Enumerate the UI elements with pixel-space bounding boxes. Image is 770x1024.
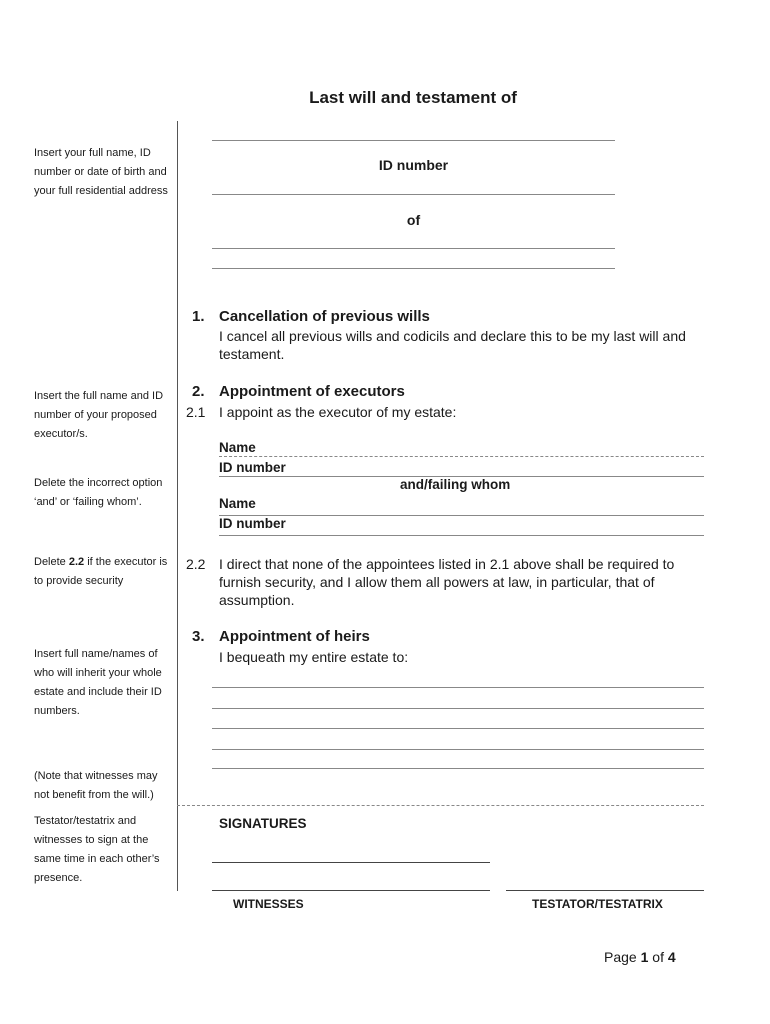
id-fill-line[interactable]: [212, 194, 615, 195]
name-fill-line[interactable]: [212, 140, 615, 141]
of-label: of: [406, 212, 421, 228]
note-delete-2-2: Delete 2.2 if the executor is to provide security: [34, 556, 168, 587]
witnesses-label: WITNESSES: [233, 897, 304, 911]
executor-1-id-label: ID number: [219, 460, 286, 475]
page-number: Page 1 of 4: [604, 949, 676, 965]
subsection-2-1-text: I appoint as the executor of my estate:: [219, 404, 457, 420]
section-2-title: Appointment of executors: [219, 383, 405, 400]
executor-2-name-line[interactable]: [219, 515, 704, 516]
section-3-number: 3.: [192, 628, 205, 645]
margin-divider: [177, 121, 178, 891]
section-3-title: Appointment of heirs: [219, 628, 370, 645]
heir-line-2[interactable]: [212, 708, 704, 709]
note-witnesses: (Note that witnesses may not benefit from the will.): [34, 770, 158, 801]
signatures-heading: SIGNATURES: [219, 816, 307, 831]
note-signing: Testator/testatrix and witnesses to sign at the same time in each other’s presence.: [34, 815, 160, 884]
executor-1-name-line[interactable]: [219, 456, 704, 457]
heir-line-5[interactable]: [212, 768, 704, 769]
subsection-2-2-number: 2.2: [186, 556, 206, 572]
signatures-divider: [177, 805, 704, 806]
executor-2-id-label: ID number: [219, 516, 286, 531]
heir-line-1[interactable]: [212, 687, 704, 688]
witness-1-signature-line[interactable]: [212, 862, 490, 863]
testator-label: TESTATOR/TESTATRIX: [532, 897, 663, 911]
and-failing-whom: and/failing whom: [400, 477, 511, 492]
subsection-2-1-number: 2.1: [186, 404, 206, 420]
note-personal-details: Insert your full name, ID number or date of birth and your full residential address: [34, 147, 168, 197]
subsection-2-2-text: I direct that none of the appointees listed in 2.1 above shall be required to furnish security, and I allow them all powers at law, in particular, that of assumption.: [219, 556, 675, 608]
address-fill-line-1[interactable]: [212, 248, 615, 249]
testator-signature-line[interactable]: [506, 890, 704, 891]
executor-2-id-line[interactable]: [219, 535, 704, 536]
section-1-text: I cancel all previous wills and codicils and declare this to be my last will and testament.: [219, 328, 686, 362]
id-number-label: ID number: [378, 157, 449, 173]
witness-2-signature-line[interactable]: [212, 890, 490, 891]
document-title: Last will and testament of: [309, 88, 517, 107]
executor-2-name-label: Name: [219, 496, 256, 511]
section-2-number: 2.: [192, 383, 205, 400]
section-1-number: 1.: [192, 308, 205, 325]
note-executors: Insert the full name and ID number of your proposed executor/s.: [34, 390, 164, 440]
executor-1-name-label: Name: [219, 440, 256, 455]
section-1-title: Cancellation of previous wills: [219, 308, 430, 325]
section-3-text: I bequeath my entire estate to:: [219, 649, 409, 665]
heir-line-4[interactable]: [212, 749, 704, 750]
note-delete-option: Delete the incorrect option ‘and’ or ‘failing whom’.: [34, 477, 163, 508]
heir-line-3[interactable]: [212, 728, 704, 729]
note-heirs: Insert full name/names of who will inherit your whole estate and include their ID numbers.: [34, 648, 162, 717]
address-fill-line-2[interactable]: [212, 268, 615, 269]
